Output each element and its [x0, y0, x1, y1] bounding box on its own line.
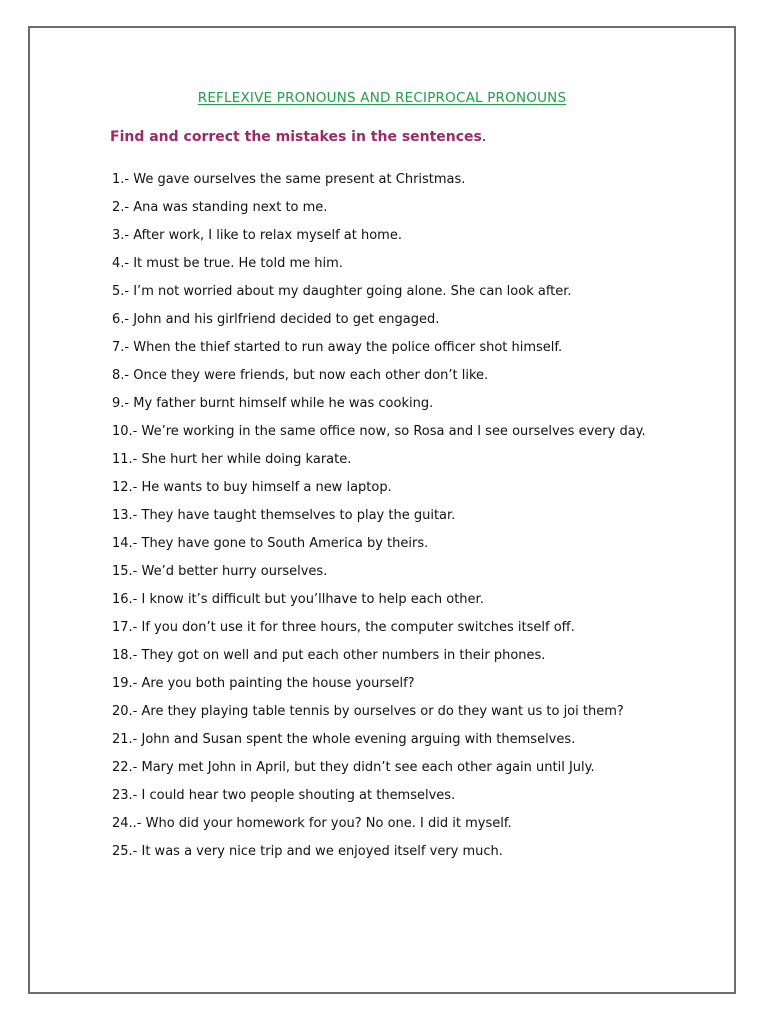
sentence-3: 3.- After work, I like to relax myself at home.: [112, 228, 402, 243]
sentence-18: 18.- They got on well and put each other numbers in their phones.: [112, 648, 546, 663]
sentence-7: 7.- When the thief started to run away the police officer shot himself.: [112, 340, 563, 355]
sentence-10: 10.- We’re working in the same office now, so Rosa and I see ourselves every day.: [112, 424, 646, 439]
sentence-17: 17.- If you don’t use it for three hours, the computer switches itself off.: [112, 620, 575, 635]
sentence-6: 6.- John and his girlfriend decided to get engaged.: [112, 312, 440, 327]
sentence-2: 2.- Ana was standing next to me.: [112, 200, 328, 215]
sentence-15: 15.- We’d better hurry ourselves.: [112, 564, 328, 579]
sentence-25: 25.- It was a very nice trip and we enjoyed itself very much.: [112, 844, 503, 859]
sentence-16: 16.- I know it’s difficult but you’llhave to help each other.: [112, 592, 484, 607]
sentence-13: 13.- They have taught themselves to play the guitar.: [112, 508, 456, 523]
sentence-20: 20.- Are they playing table tennis by ourselves or do they want us to joi them?: [112, 704, 624, 719]
sentence-5: 5.- I’m not worried about my daughter going alone. She can look after.: [112, 284, 572, 299]
sentence-list: [112, 169, 646, 869]
sentence-14: 14.- They have gone to South America by theirs.: [112, 536, 429, 551]
sentence-23: 23.- I could hear two people shouting at themselves.: [112, 788, 456, 803]
sentence-22: 22.- Mary met John in April, but they didn’t see each other again until July.: [112, 760, 595, 775]
instruction-text: Find and correct the mistakes in the sentences: [110, 129, 482, 145]
sentence-21: 21.- John and Susan spent the whole evening arguing with themselves.: [112, 732, 576, 747]
sentence-12: 12.- He wants to buy himself a new laptop.: [112, 480, 392, 495]
sentence-11: 11.- She hurt her while doing karate.: [112, 452, 352, 467]
worksheet-title: REFLEXIVE PRONOUNS AND RECIPROCAL PRONOUNS: [197, 90, 567, 106]
page-frame: [28, 26, 736, 994]
sentence-1: 1.- We gave ourselves the same present at Christmas.: [112, 172, 466, 187]
sentence-8: 8.- Once they were friends, but now each other don’t like.: [112, 368, 489, 383]
sentence-24: 24..- Who did your homework for you? No one. I did it myself.: [112, 816, 512, 831]
instruction-punctuation: .: [481, 129, 487, 145]
sentence-9: 9.- My father burnt himself while he was cooking.: [112, 396, 434, 411]
instruction: [110, 129, 486, 145]
sentence-19: 19.- Are you both painting the house yourself?: [112, 676, 415, 691]
sentence-4: 4.- It must be true. He told me him.: [112, 256, 343, 271]
